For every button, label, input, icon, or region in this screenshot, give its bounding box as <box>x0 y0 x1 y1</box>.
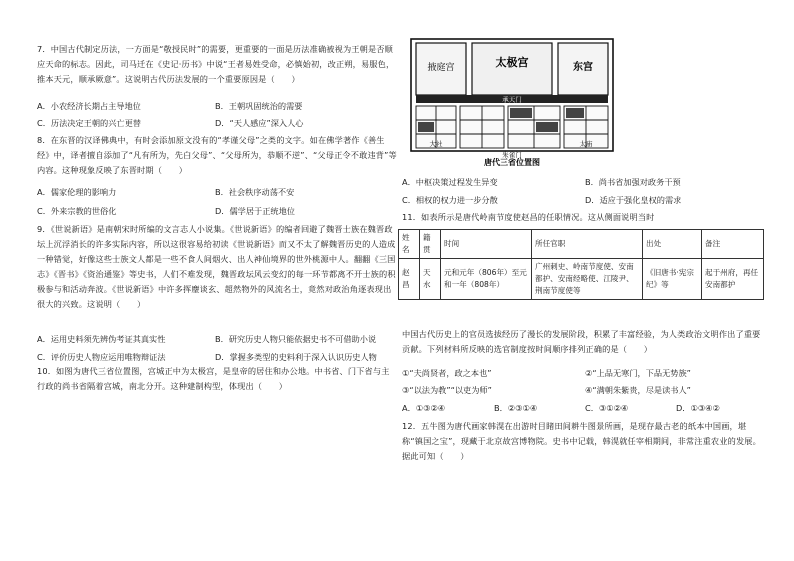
header-native-place: 籍贯 <box>420 230 441 259</box>
q9-option-d: D．掌握多类型的史料利于深入认识历史人物 <box>215 352 377 362</box>
table-row <box>399 259 764 300</box>
q8-option-c: C．外来宗教的世俗化 <box>37 206 117 216</box>
q9-option-a: A．运用史料须先辨伪考证其真实性 <box>37 334 166 344</box>
header-time: 时间 <box>441 230 532 259</box>
q9-option-b: B．研究历史人物只能依据史书不可借助小说 <box>215 334 377 344</box>
question-10-stem: 10．如图为唐代三省位置图，宫城正中为太极宫，是皇帝的居住和办公地。中书省、门下省与主行政的尚书省隔着宫城，南北分开。这种建制构型，体现出（ ） <box>37 366 390 391</box>
order-option-d: D．①③④② <box>676 403 720 413</box>
cell-posts: 广州刺史、岭南节度使、安南都护、安南经略使、江陵尹、荆南节度使等 <box>532 259 643 300</box>
header-name: 姓名 <box>399 230 420 259</box>
material-item-1: ①“夫尚贤者，政之本也” <box>402 368 492 378</box>
q7-option-c: C．历法决定王朝的兴亡更替 <box>37 118 141 128</box>
order-option-a: A．①③②④ <box>402 403 446 413</box>
header-source: 出处 <box>643 230 702 259</box>
material-item-4: ④“满朝朱紫贵，尽是读书人” <box>585 385 691 395</box>
q8-option-d: D．儒学居于正统地位 <box>215 206 295 216</box>
question-11-stem: 11．如表所示是唐代岭南节度使赵昌的任职情况。这从侧面说明当时 <box>402 212 655 222</box>
figure-caption: 唐代三省位置图 <box>484 158 540 166</box>
map-label-dashe: 大社 <box>429 140 443 148</box>
q7-option-b: B．王朝巩固统治的需要 <box>215 101 303 111</box>
zhao-chang-appointment-table <box>398 229 764 300</box>
cell-name: 赵昌 <box>399 259 420 300</box>
q8-option-a: A．儒家伦理的影响力 <box>37 187 117 197</box>
q9-option-c: C．评价历史人物应运用唯物辩证法 <box>37 352 166 362</box>
tang-three-departments-map <box>410 38 614 166</box>
q10-option-b: B．尚书省加强对政务干预 <box>585 177 681 187</box>
map-label-taimiao: 太庙 <box>579 140 593 148</box>
material-item-3: ③“以法为教”“以吏为师” <box>402 385 492 395</box>
taiji-palace-block <box>472 43 552 95</box>
q7-option-a: A．小农经济长期占主导地位 <box>37 101 141 111</box>
cell-source: 《旧唐书·宪宗纪》等 <box>643 259 702 300</box>
map-label-east-palace: 东宫 <box>573 62 593 73</box>
order-option-b: B．②③①④ <box>494 403 538 413</box>
order-option-c: C．③①②④ <box>585 403 629 413</box>
header-notes: 备注 <box>702 230 764 259</box>
question-9-stem: 9．《世说新语》是南朝宋时所编的文言志人小说集。《世说新语》的编者回避了魏晋士族在魏晋政坛上沉浮消长的许多实际内容，所以这很容易给初读《世说新语》而又不太了解魏晋历史的人造成一种错觉，好像这些士族文人都是一些不食人间烟火、出人神仙境界的世外桃源中人。翻翻《三国志》《晋书》《资治通鉴》等史书，人们不难发现，魏晋政坛风云变幻的每一环节都离不开士族的积极参与和活动奔波。《世说新语》中许多挥麈谈玄、超然物外的风流名士，竟然对政治角逐表现出很大的兴致。这说明（ ） <box>37 224 396 309</box>
map-label-chengtian-gate: 承天门 <box>502 95 522 104</box>
map-label-yeting: 掖庭宫 <box>427 63 455 73</box>
map-label-taiji: 太极宫 <box>495 56 529 69</box>
cell-time: 元和元年（806年）至元和一年（808年） <box>441 259 532 300</box>
selection-system-stem: 中国古代历史上的官员选拔经历了漫长的发展阶段，积累了丰富经验，为人类政治文明作出了重要贡献。下列材料所反映的选官制度按时间顺序排列正确的是（ ） <box>402 329 761 354</box>
q7-option-d: D．“天人感应”深入人心 <box>215 118 304 128</box>
map-label-zhuque-gate: 朱雀门 <box>502 151 522 159</box>
cell-native-place: 天水 <box>420 259 441 300</box>
cell-notes: 起于州府，再任安南都护 <box>702 259 764 300</box>
question-12-stem: 12．五牛图为唐代画家韩滉在出游时目睹田间耕牛图景所画，是现存最古老的纸本中国画，堪称“镇国之宝”，现藏于北京故宫博物院。史书中记载，韩滉就任宰相期间，非常注重农业的发展。据此可知（ ） <box>402 421 761 461</box>
question-8-stem: 8．在东晋的汉译佛典中，有时会添加原文没有的“孝谨父母”之类的文字。如在佛学著作《善生经》中，译者擅自添加了“凡有所为，先白父母”、“父母所为，恭顺不逆”、“父母正令不敢违背”等内容。这种现象反映了东晋时期（ ） <box>37 135 397 175</box>
q10-option-a: A．中枢决策过程发生异变 <box>402 177 498 187</box>
q8-option-b: B．社会秩序动荡不安 <box>215 187 295 197</box>
material-item-2: ②“上品无寒门，下品无势族” <box>585 368 691 378</box>
q10-option-d: D．适应于强化皇权的需求 <box>585 195 682 205</box>
table-header-row <box>399 230 764 259</box>
q10-option-c: C．相权的权力进一步分散 <box>402 195 498 205</box>
question-7-stem: 7．中国古代制定历法，一方面是“敬授民时”的需要，更重要的一面是历法准确被视为王朝是否顺应天命的标志。因此，司马迁在《史记·历书》中说“王者易姓受命，必慎始初，改正朔，易服色，推本天元，顺承厥意”。这说明古代历法发展的一个重要原因是（ ） <box>37 44 395 84</box>
header-posts: 所任官职 <box>532 230 643 259</box>
